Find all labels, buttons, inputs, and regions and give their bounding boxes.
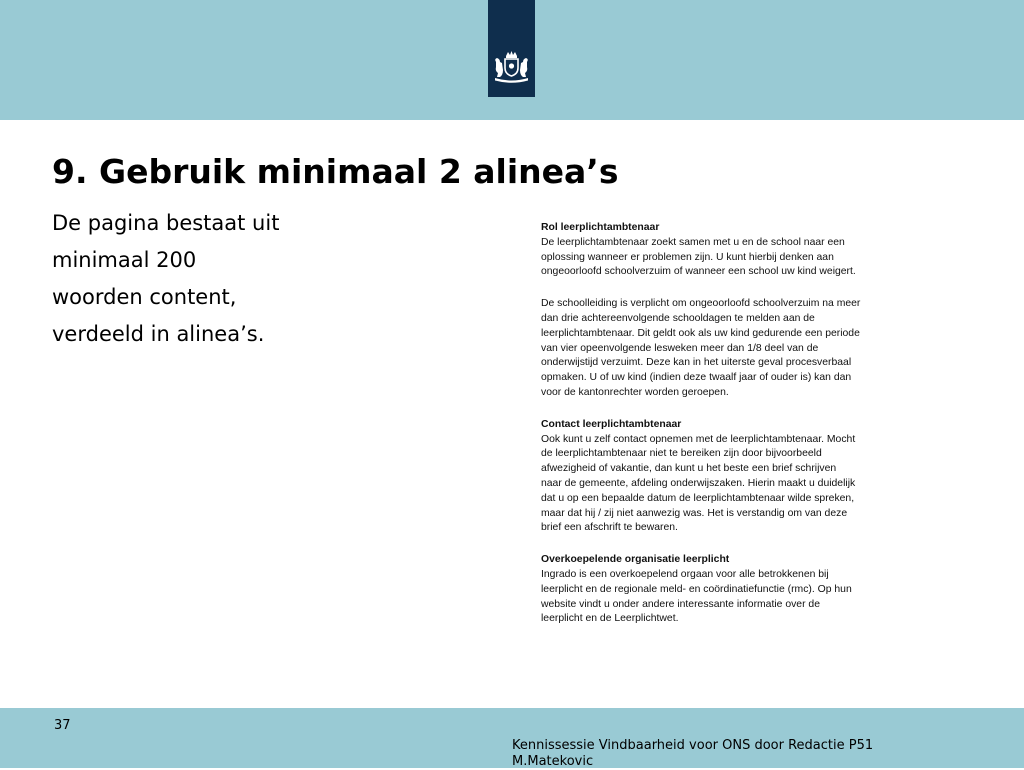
excerpt-line: oplossing wanneer er problemen zijn. U kunt hierbij denken aan (541, 251, 834, 263)
excerpt-line: leerplicht en de regionale meld- en coördinatiefunctie (rmc). Op hun (541, 583, 852, 595)
lead-line: woorden content, (52, 285, 237, 309)
excerpt-line: De schoolleiding is verplicht om ongeoorloofd schoolverzuim na meer (541, 298, 861, 310)
logo-ribbon (488, 0, 535, 97)
excerpt-line: de leerplichtambtenaar niet te bereiken zijn door bijvoorbeeld (541, 448, 822, 460)
excerpt-line: voor de kantonrechter worden geroepen. (541, 386, 729, 398)
excerpt-heading: Overkoepelende organisatie leerplicht (541, 554, 730, 566)
lead-line: minimaal 200 (52, 248, 197, 272)
slide-title: 9. Gebruik minimaal 2 alinea’s (52, 152, 619, 191)
excerpt-heading: Contact leerplichtambtenaar (541, 418, 682, 430)
excerpt-line: website vindt u onder andere interessante informatie over de (541, 598, 820, 610)
coat-of-arms-icon (491, 50, 532, 84)
excerpt-heading: Rol leerplichtambtenaar (541, 222, 660, 233)
excerpt-line: naar de gemeente, afdeling onderwijszaken. Hierin maakt u duidelijk (541, 477, 856, 489)
paragraph-gap (541, 536, 921, 553)
page-number: 37 (54, 718, 71, 733)
lead-line: De pagina bestaat uit (52, 211, 280, 235)
excerpt-line: leerplichtambtenaar. Dit geldt ook als uw kind gedurende een periode (541, 327, 860, 339)
footer-text (512, 738, 932, 770)
example-page-excerpt (541, 221, 921, 627)
excerpt-line: Ook kunt u zelf contact opnemen met de leerplichtambtenaar. Mocht (541, 433, 856, 445)
excerpt-line: dat u op een bepaalde datum de leerplichtambtenaar wilde spreken, (541, 492, 855, 504)
excerpt-line: leerplicht en de Leerplichtwet. (541, 613, 679, 625)
excerpt-line: van vier opeenvolgende lesweken meer dan 1/8 deel van de (541, 342, 819, 354)
excerpt-line: ongeoorloofd schoolverzuim of wanneer een school uw kind weigert. (541, 266, 856, 278)
excerpt-line: De leerplichtambtenaar zoekt samen met u en de school naar een (541, 236, 845, 248)
excerpt-line: dan drie achtereenvolgende schooldagen te melden aan de (541, 312, 815, 324)
footer-line: M.Matekovic (512, 754, 594, 769)
excerpt-line: onderwijstijd verzuimt. Deze kan in het uiterste geval procesverbaal (541, 357, 852, 369)
excerpt-line: brief een afschrift te bewaren. (541, 522, 678, 534)
excerpt-line: maar dat hij / zij niet aanwezig was. Het is verstandig om van deze (541, 507, 848, 519)
excerpt-line: opmaken. U of uw kind (indien deze twaalf jaar of ouder is) kan dan (541, 372, 852, 384)
excerpt-line: afwezigheid of vakantie, dan kunt u het beste een brief schrijven (541, 463, 837, 475)
lead-line: verdeeld in alinea’s. (52, 322, 265, 346)
paragraph-gap (541, 280, 921, 297)
paragraph-gap (541, 401, 921, 418)
lead-text (52, 205, 382, 353)
excerpt-line: Ingrado is een overkoepelend orgaan voor alle betrokkenen bij (541, 568, 829, 580)
footer-line: Kennissessie Vindbaarheid voor ONS door Redactie P51 (512, 738, 874, 753)
header-band (0, 0, 1024, 120)
